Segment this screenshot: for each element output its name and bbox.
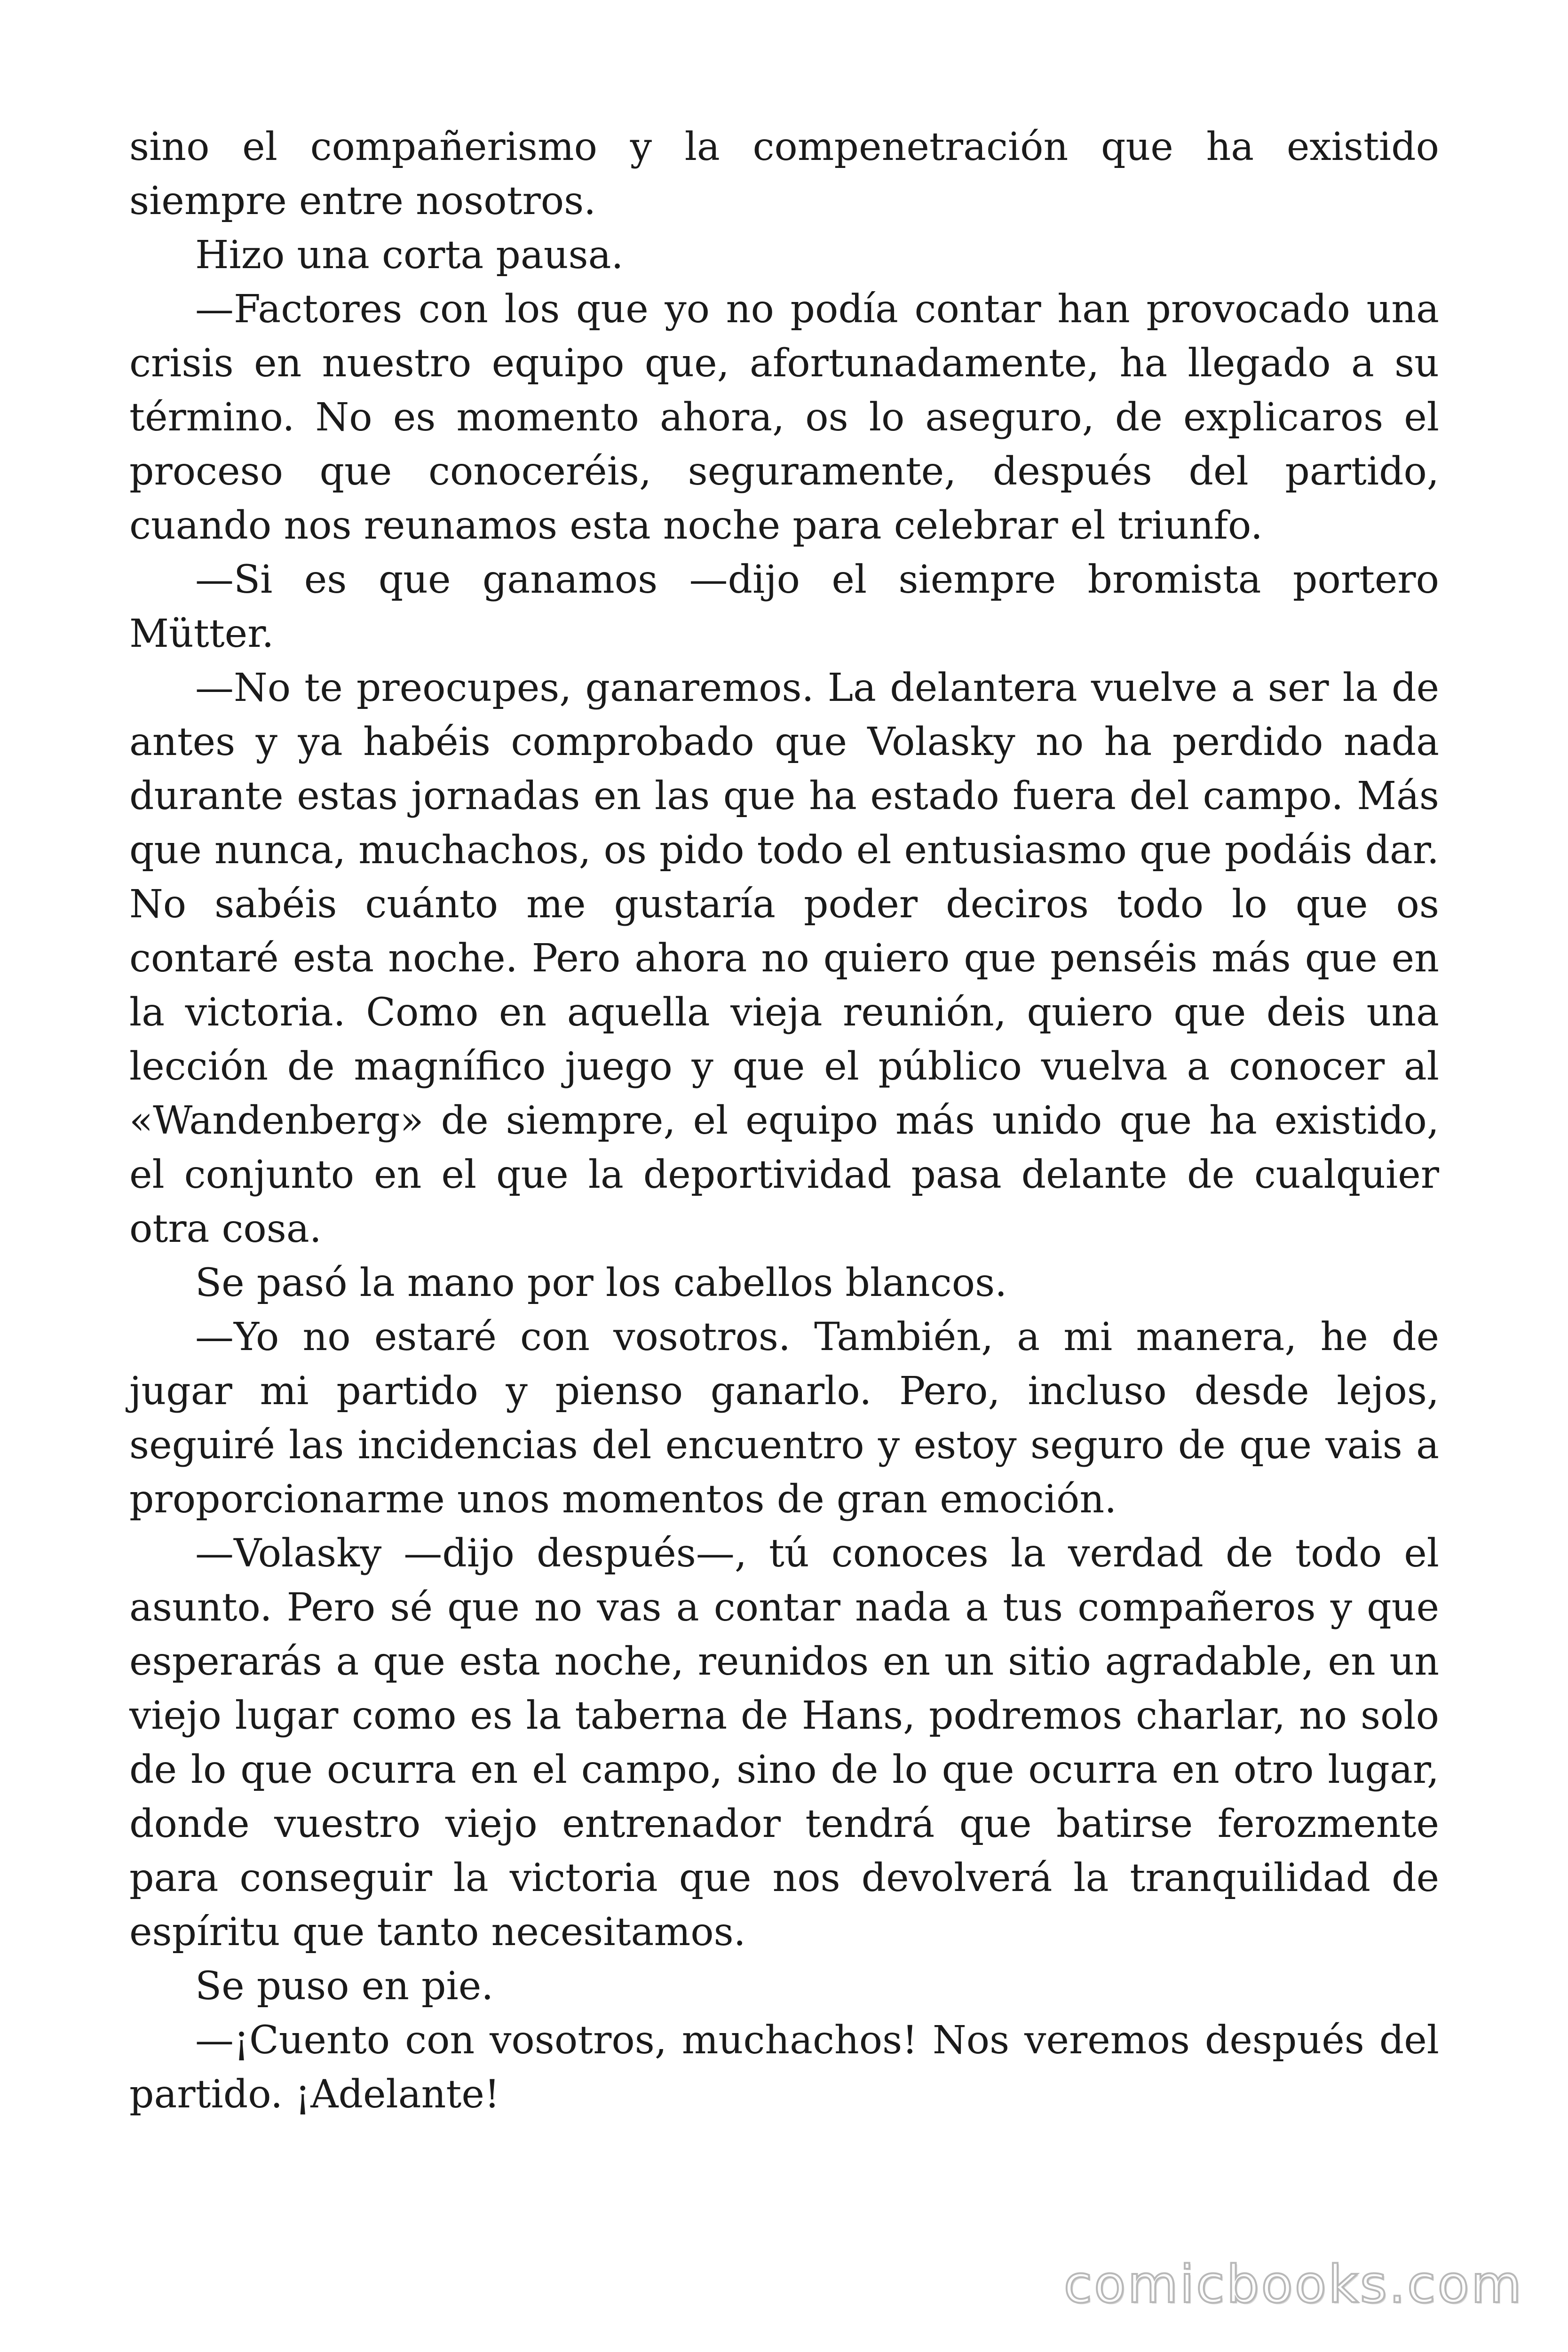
site-watermark: comicbooks.com	[1063, 2254, 1523, 2314]
paragraph: —Si es que ganamos —dijo el siempre bromista portero Mütter.	[129, 557, 1439, 656]
paragraph: —Factores con los que yo no podía contar han provocado una crisis en nuestro equipo que, afortunadamente, ha llegado a su término. No es momento ahora, os lo aseguro, de explicaros el proceso que conoceréis, seguramente, después del partido, cuando nos reunamos esta noche para celebrar el triunfo.	[129, 287, 1439, 548]
paragraph-continuation: sino el compañerismo y la compenetración que ha existido siempre entre nosotros.	[129, 125, 1439, 223]
paragraph: —¡Cuento con vosotros, muchachos! Nos veremos después del partido. ¡Adelante!	[129, 2018, 1439, 2117]
paragraph: Se pasó la mano por los cabellos blancos.	[195, 1261, 1007, 1305]
paragraph: Se puso en pie.	[195, 1964, 494, 2009]
paragraph: —No te preocupes, ganaremos. La delantera vuelve a ser la de antes y ya habéis comprobado que Volasky no ha perdido nada durante estas jornadas en las que ha estado fuera del campo. Más que nunca, muchachos, os pido todo el entusiasmo que podáis dar. No sabéis cuánto me gustaría poder deciros todo lo que os contaré esta noche. Pero ahora no quiero que penséis más que en la victoria. Como en aquella vieja reunión, quiero que deis una lección de magnífico juego y que el público vuelva a conocer al «Wandenberg» de siempre, el equipo más unido que ha existido, el conjunto en el que la deportividad pasa delante de cualquier otra cosa.	[129, 666, 1439, 1251]
paragraph: Hizo una corta pausa.	[195, 233, 624, 278]
body-text	[129, 120, 1439, 2122]
paragraph: —Yo no estaré con vosotros. También, a mi manera, he de jugar mi partido y pienso ganarlo. Pero, incluso desde lejos, seguiré las incidencias del encuentro y estoy seguro de que vais a proporcionarme unos momentos de gran emoción.	[129, 1315, 1439, 1522]
paragraph: —Volasky —dijo después—, tú conoces la verdad de todo el asunto. Pero sé que no vas a contar nada a tus compañeros y que esperarás a que esta noche, reunidos en un sitio agradable, en un viejo lugar como es la taberna de Hans, podremos charlar, no solo de lo que ocurra en el campo, sino de lo que ocurra en otro lugar, donde vuestro viejo entrenador tendrá que batirse ferozmente para conseguir la victoria que nos devolverá la tranquilidad de espíritu que tanto necesitamos.	[129, 1531, 1439, 1955]
